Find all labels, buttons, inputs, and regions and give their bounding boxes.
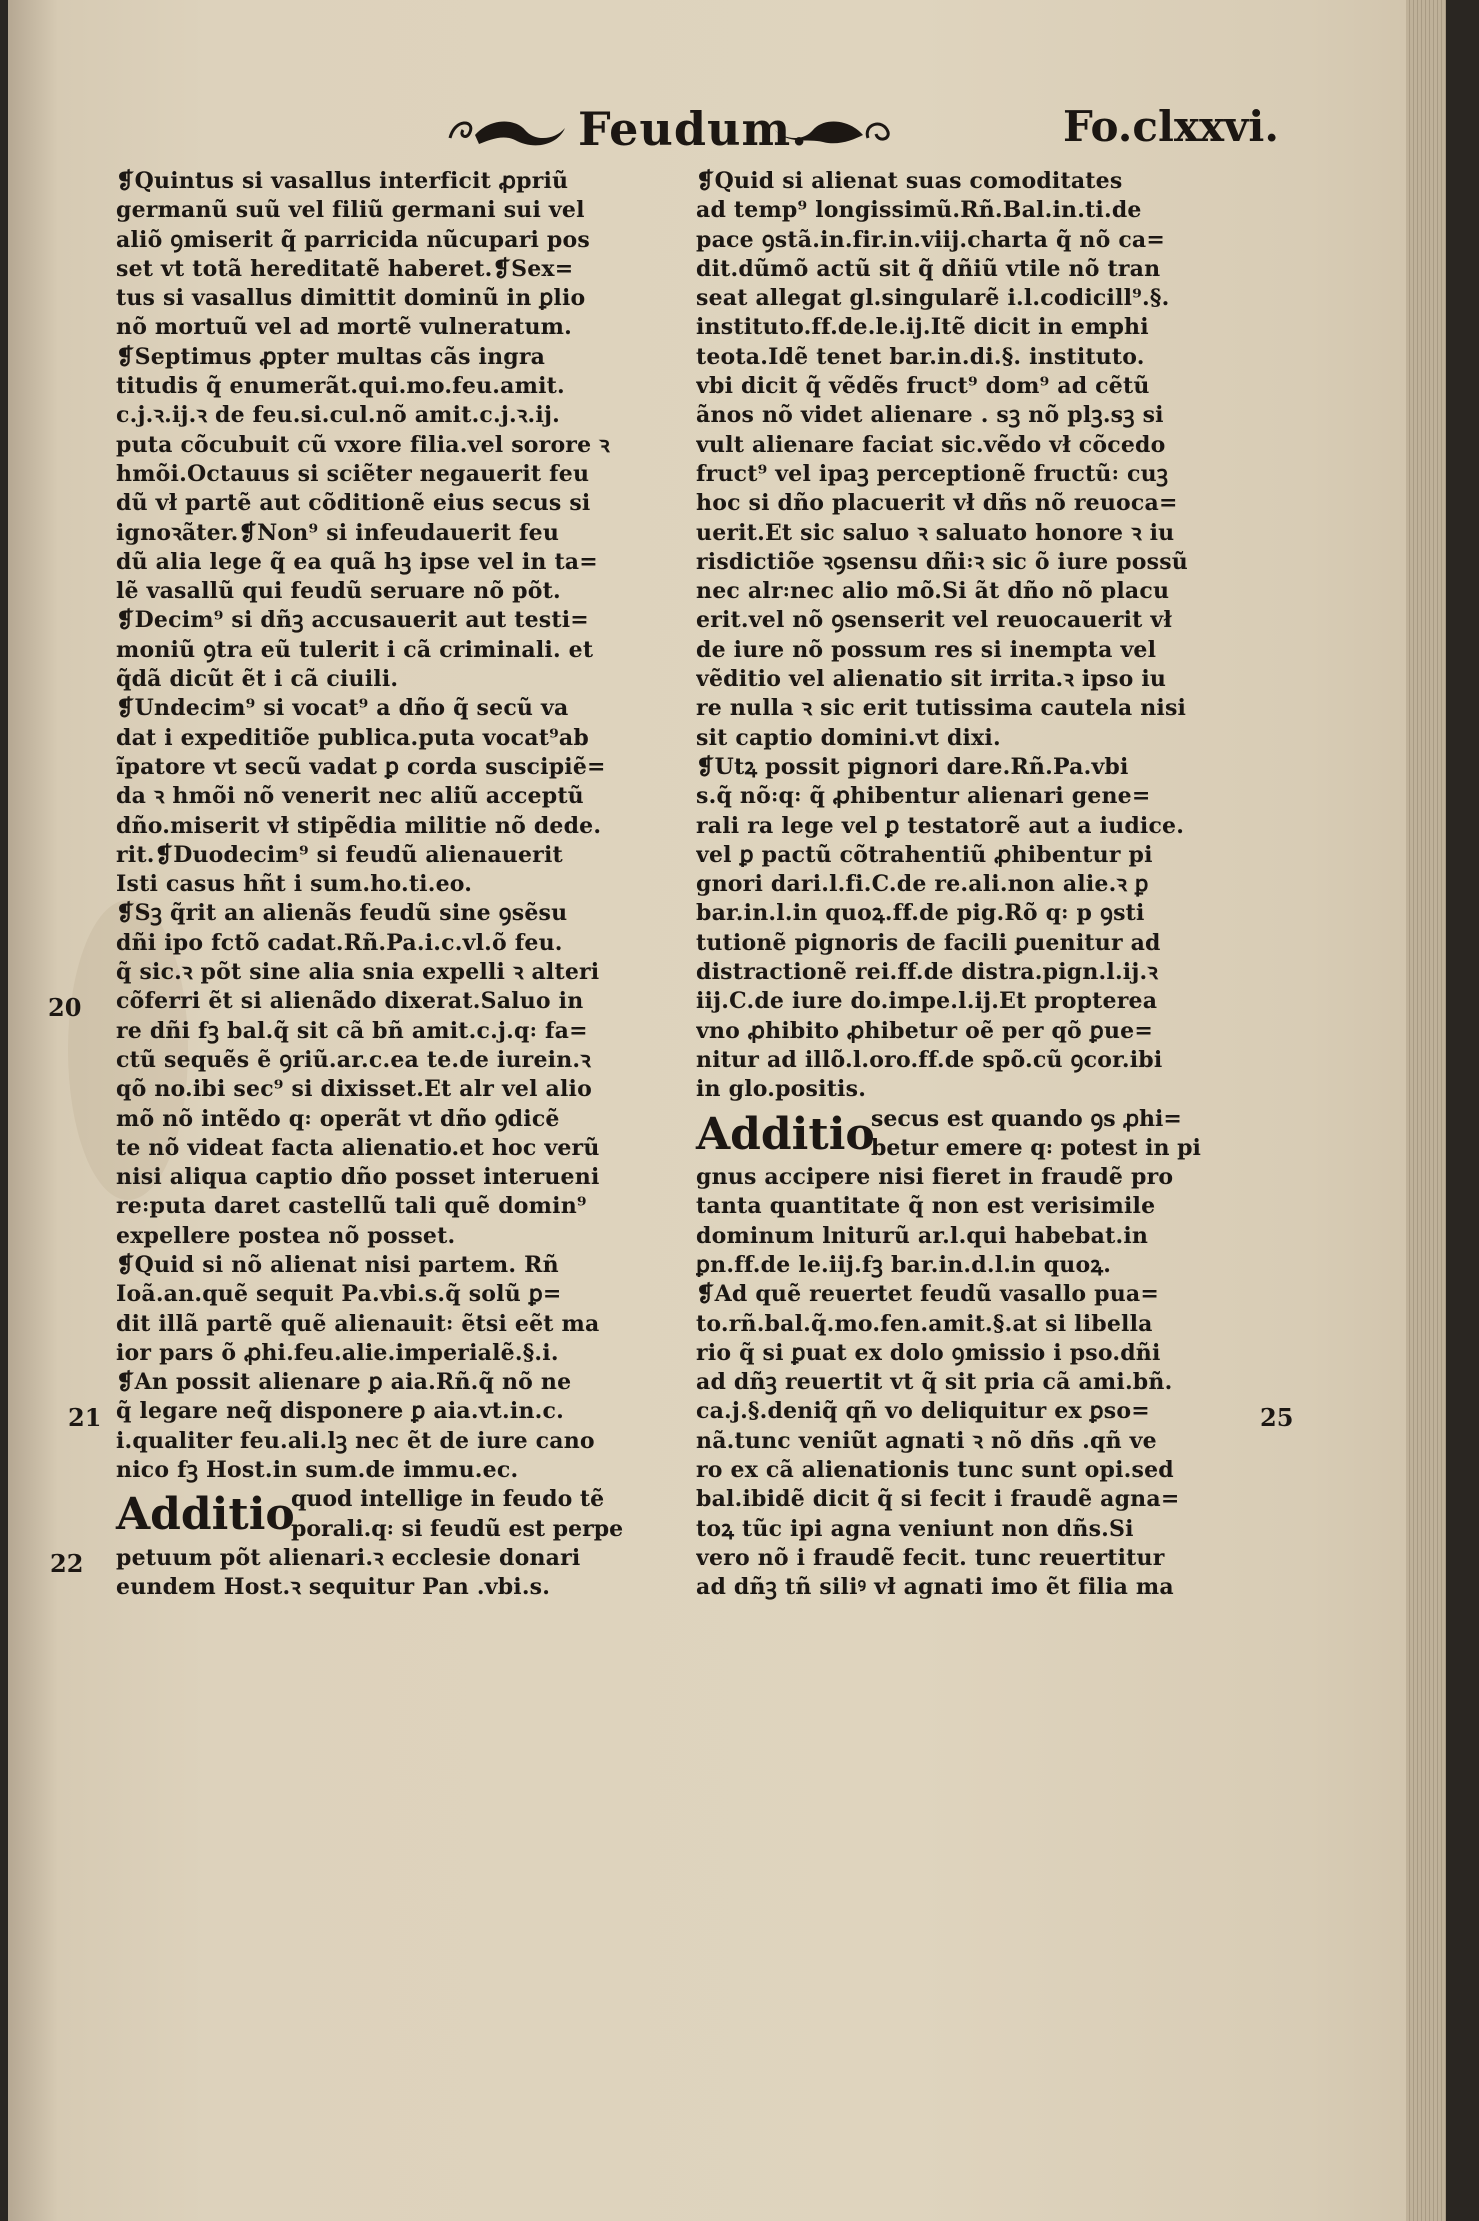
text-line: dit illã partẽ quẽ alienauit꞉ ẽtsi eẽt ma xyxy=(116,1310,600,1337)
text-line: Isti casus hñt i sum.ho.ti.eo. xyxy=(116,871,473,898)
text-line: ❡Utꝝ possit pignori dare.Rñ.Pa.vbi xyxy=(696,753,1129,780)
text-line: re꞉puta daret castellũ tali quẽ domin⁹ xyxy=(116,1193,587,1220)
text-line: titudis q̃ enumerãt.qui.mo.feu.amit. xyxy=(116,373,565,400)
text-line: q̃ legare neq̃ disponere ꝑ aia.vt.in.c. xyxy=(116,1398,564,1425)
text-line: ignoꝛãter.❡Non⁹ si infeudauerit feu xyxy=(116,519,560,546)
text-line: uerit.Et sic saluo ꝛ saluato honore ꝛ iu xyxy=(696,519,1175,546)
margin-number: 21 xyxy=(68,1403,102,1432)
folio-number: Fo.clxxvi. xyxy=(1063,102,1280,151)
text-line: ĩpatore vt secũ vadat ꝑ corda suscipiẽ= xyxy=(116,753,606,780)
additio-line: secus est quando ꝯs ꝓhi= xyxy=(871,1105,1182,1132)
text-line: s.q̃ nõ꞉q꞉ q̃ ꝓhibentur alienari gene= xyxy=(696,783,1151,810)
text-line: lẽ vasallũ qui feudũ seruare nõ põt. xyxy=(116,578,561,605)
running-title: Feudum. xyxy=(578,102,809,156)
text-line: gnori dari.l.fi.C.de re.ali.non alie.ꝛ ꝑ xyxy=(696,871,1149,898)
text-line: nec alr꞉nec alio mõ.Si ãt dño nõ placu xyxy=(696,578,1170,605)
text-line: seat allegat gl.singularẽ i.l.codicill⁹.§. xyxy=(696,285,1170,312)
right-additio xyxy=(696,1105,1271,1164)
text-line: aliõ ꝯmiserit q̃ parricida nũcupari pos xyxy=(116,226,590,253)
text-line: expellere postea nõ posset. xyxy=(116,1222,456,1249)
text-line: re nulla ꝛ sic erit tutissima cautela nisi xyxy=(696,695,1187,722)
text-line: vel ꝑ pactũ cõtrahentiũ ꝓhibentur pi xyxy=(696,841,1153,868)
right-after-block xyxy=(696,1163,1271,1602)
left-column xyxy=(116,167,691,1603)
text-line: ❡Septimus ꝓpter multas cãs ingra xyxy=(116,343,546,370)
text-line: hmõi.Octauus si sciẽter negauerit feu xyxy=(116,460,590,487)
text-line: te nõ videat facta alienatio.et hoc verũ xyxy=(116,1134,600,1161)
margin-number: 25 xyxy=(1260,1403,1294,1432)
text-line: nico fꝫ Host.in sum.de immu.ec. xyxy=(116,1457,519,1484)
text-line: tus si vasallus dimittit dominũ in ꝑlio xyxy=(116,285,586,312)
text-line: in glo.positis. xyxy=(696,1076,867,1103)
additio-heading: Additio xyxy=(116,1489,295,1541)
ornament-right-icon xyxy=(768,110,893,152)
text-line: eundem Host.ꝛ sequitur Pan .vbi.s. xyxy=(116,1574,551,1601)
text-line: ꝑn.ff.de le.iij.fꝫ bar.in.d.l.in quoꝝ. xyxy=(696,1251,1112,1278)
text-line: nisi aliqua captio dño posset interueni xyxy=(116,1164,600,1191)
text-line: puta cõcubuit cũ vxore filia.vel sorore ꝛ xyxy=(116,431,610,458)
text-line: toꝝ tũc ipi agna veniunt non dñs.Si xyxy=(696,1515,1134,1542)
text-line: ad dñꝫ tñ siliꝰ vł agnati imo ẽt filia ma xyxy=(696,1574,1174,1601)
text-line: distractionẽ rei.ff.de distra.pign.l.ij.ꝛ xyxy=(696,959,1159,986)
text-line: set vt totã hereditatẽ haberet.❡Sex= xyxy=(116,255,574,282)
margin-number: 20 xyxy=(48,993,82,1022)
text-line: c.j.ꝛ.ij.ꝛ de feu.si.cul.nõ amit.c.j.ꝛ.ij. xyxy=(116,402,560,429)
text-line: ca.j.§.deniq̃ qñ vo deliquitur ex ꝑso= xyxy=(696,1398,1150,1425)
text-line: vbi dicit q̃ vẽdẽs fruct⁹ dom⁹ ad cẽtũ xyxy=(696,373,1150,400)
text-line: dñi ipo fctõ cadat.Rñ.Pa.i.c.vl.õ feu. xyxy=(116,929,563,956)
text-line: ❡Quintus si vasallus interficit ꝓpriũ xyxy=(116,168,569,194)
additio-line: porali.q꞉ si feudũ est perpe xyxy=(291,1515,624,1542)
text-line: de iure nõ possum res si inempta vel xyxy=(696,636,1157,663)
ornament-left-icon xyxy=(445,110,570,152)
text-line: ❡Undecim⁹ si vocat⁹ a dño q̃ secũ va xyxy=(116,695,569,722)
text-line: erit.vel nõ ꝯsenserit vel reuocauerit vł xyxy=(696,607,1173,634)
text-line: sit captio domini.vt dixi. xyxy=(696,724,1001,751)
text-line: ❡Quid si alienat suas comoditates xyxy=(696,168,1123,194)
text-line: rio q̃ si ꝑuat ex dolo ꝯmissio i pso.dñi xyxy=(696,1339,1161,1366)
text-line: nitur ad illõ.l.oro.ff.de spõ.cũ ꝯcor.ibi xyxy=(696,1046,1163,1073)
text-line: q̃ sic.ꝛ põt sine alia snia expelli ꝛ alteri xyxy=(116,959,600,986)
left-text-block xyxy=(116,167,691,1485)
text-line: petuum põt alienari.ꝛ ecclesie donari xyxy=(116,1544,581,1571)
text-line: bar.in.l.in quoꝝ.ff.de pig.Rõ q꞉ p ꝯsti xyxy=(696,900,1145,927)
text-line: hoc si dño placuerit vł dñs nõ reuoca= xyxy=(696,490,1178,517)
text-line: Ioã.an.quẽ sequit Pa.vbi.s.q̃ solũ ꝑ= xyxy=(116,1281,562,1308)
text-line: nõ mortuũ vel ad mortẽ vulneratum. xyxy=(116,314,573,341)
text-line: ad temp⁹ longissimũ.Rñ.Bal.in.ti.de xyxy=(696,197,1142,224)
text-line: ❡An possit alienare ꝑ aia.Rñ.q̃ nõ ne xyxy=(116,1369,572,1396)
book-page xyxy=(8,0,1446,2221)
text-line: mõ nõ intẽdo q꞉ operãt vt dño ꝯdicẽ xyxy=(116,1105,560,1132)
page-header xyxy=(8,92,1446,172)
text-line: to.rñ.bal.q̃.mo.fen.amit.§.at si libella xyxy=(696,1310,1153,1337)
text-line: qõ no.ibi sec⁹ si dixisset.Et alr vel alio xyxy=(116,1076,592,1103)
text-line: ro ex cã alienationis tunc sunt opi.sed xyxy=(696,1457,1174,1484)
text-line: ❡Decim⁹ si dñꝫ accusauerit aut testi= xyxy=(116,607,589,634)
text-line: teota.Idẽ tenet bar.in.di.§. instituto. xyxy=(696,343,1145,370)
text-line: tutionẽ pignoris de facili ꝑuenitur ad xyxy=(696,929,1161,956)
text-line: q̃dã dicũt ẽt i cã ciuili. xyxy=(116,666,399,693)
text-line: da ꝛ hmõi nõ venerit nec aliũ acceptũ xyxy=(116,783,584,810)
text-line: vno ꝓhibito ꝓhibetur oẽ per qõ ꝑue= xyxy=(696,1017,1153,1044)
text-line: ad dñꝫ reuertit vt q̃ sit pria cã ami.bñ. xyxy=(696,1369,1173,1396)
text-line: germanũ suũ vel filiũ germani sui vel xyxy=(116,197,585,224)
text-line: dũ alia lege q̃ ea quã hꝫ ipse vel in ta= xyxy=(116,548,598,575)
text-line: pace ꝯstã.in.fir.in.viij.charta q̃ nõ ca= xyxy=(696,226,1166,253)
text-line: risdictiõe ꝛꝯsensu dñi꞉ꝛ sic õ iure possũ xyxy=(696,548,1188,575)
text-line: dũ vł partẽ aut cõditionẽ eius secus si xyxy=(116,490,591,517)
additio-heading: Additio xyxy=(696,1108,875,1160)
text-line: re dñi fꝫ bal.q̃ sit cã bñ amit.c.j.q꞉ fa= xyxy=(116,1017,588,1044)
right-column xyxy=(696,167,1271,1603)
text-line: ❡Quid si nõ alienat nisi partem. Rñ xyxy=(116,1251,559,1278)
text-line: nã.tunc veniũt agnati ꝛ nõ dñs .qñ ve xyxy=(696,1427,1157,1454)
text-line: ctũ sequẽs ẽ ꝯriũ.ar.c.ea te.de iurein.ꝛ xyxy=(116,1046,591,1073)
left-additio xyxy=(116,1485,691,1544)
text-line: vult alienare faciat sic.vẽdo vł cõcedo xyxy=(696,431,1166,458)
additio-line: quod intellige in feudo tẽ xyxy=(291,1486,605,1513)
additio-line: betur emere q꞉ potest in pi xyxy=(871,1134,1201,1161)
text-line: gnus accipere nisi fieret in fraudẽ pro xyxy=(696,1164,1174,1191)
text-line: ❡Sꝫ q̃rit an alienãs feudũ sine ꝯsẽsu xyxy=(116,900,568,927)
text-line: rali ra lege vel ꝑ testatorẽ aut a iudice. xyxy=(696,812,1185,839)
text-line: dño.miserit vł stipẽdia militie nõ dede. xyxy=(116,812,602,839)
text-line: vero nõ i fraudẽ fecit. tunc reuertitur xyxy=(696,1544,1165,1571)
text-line: dat i expeditiõe publica.puta vocat⁹ab xyxy=(116,724,589,751)
right-text-block xyxy=(696,167,1271,1105)
text-line: moniũ ꝯtra eũ tulerit i cã criminali. et xyxy=(116,636,594,663)
text-line: i.qualiter feu.ali.lꝫ nec ẽt de iure cano xyxy=(116,1427,595,1454)
text-line: iij.C.de iure do.impe.l.ij.Et propterea xyxy=(696,988,1158,1015)
text-line: cõferri ẽt si alienãdo dixerat.Saluo in xyxy=(116,988,584,1015)
text-line: dit.dũmõ actũ sit q̃ dñiũ vtile nõ tran xyxy=(696,255,1161,282)
text-line: vẽditio vel alienatio sit irrita.ꝛ ipso iu xyxy=(696,666,1167,693)
text-line: bal.ibidẽ dicit q̃ si fecit i fraudẽ agna= xyxy=(696,1486,1180,1513)
text-line: rit.❡Duodecim⁹ si feudũ alienauerit xyxy=(116,841,563,868)
text-line: ❡Ad quẽ reuertet feudũ vasallo pua= xyxy=(696,1281,1160,1308)
text-line: instituto.ff.de.le.ij.Itẽ dicit in emphi xyxy=(696,314,1149,341)
page-fore-edge xyxy=(1406,0,1446,2221)
margin-number: 22 xyxy=(50,1549,84,1578)
text-line: fruct⁹ vel ipaꝫ perceptionẽ fructũ꞉ cuꝫ xyxy=(696,460,1169,487)
text-line: ãnos nõ videt alienare . sꝫ nõ plꝫ.sꝫ si xyxy=(696,402,1164,429)
text-line: dominum lniturũ ar.l.qui habebat.in xyxy=(696,1222,1149,1249)
text-line: ior pars õ ꝓhi.feu.alie.imperialẽ.§.i. xyxy=(116,1339,559,1366)
text-line: tanta quantitate q̃ non est verisimile xyxy=(696,1193,1156,1220)
